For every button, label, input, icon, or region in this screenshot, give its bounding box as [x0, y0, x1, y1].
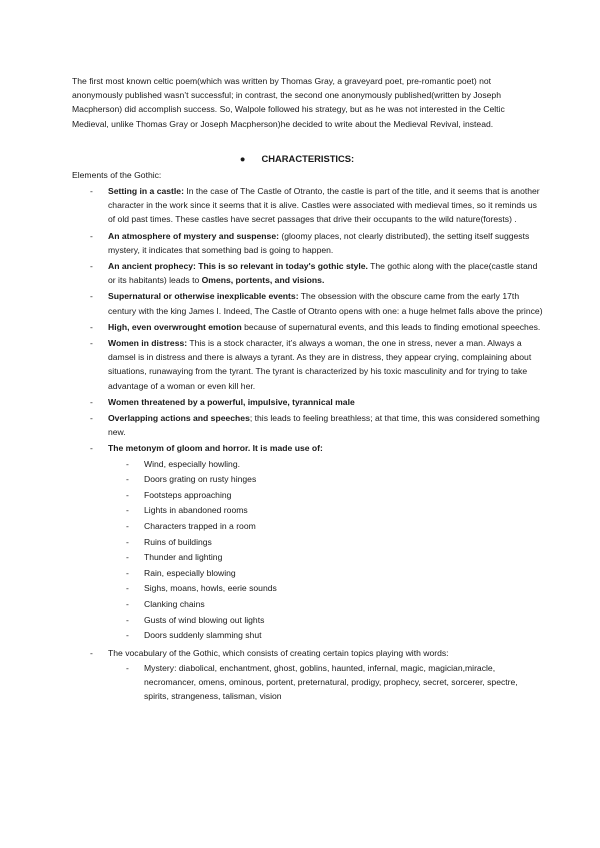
item-bold: High, even overwrought emotion — [108, 321, 242, 332]
dash-bullet: - — [126, 505, 129, 516]
item-bold: The metonym of gloom and horror. It is made use of: — [108, 443, 323, 454]
metonym-text: Clanking chains — [144, 599, 205, 609]
list-item — [108, 661, 544, 704]
metonym-text: Rain, especially blowing — [144, 567, 236, 578]
bullet-icon: ● — [239, 153, 246, 164]
metonym-text: Characters trapped in a room — [144, 521, 256, 532]
dash-bullet: - — [90, 338, 93, 349]
item-text: (gloomy places, not clearly distributed), the setting itself suggests mystery, it indicates that something bad is going to happen. — [108, 230, 530, 255]
list-item — [108, 488, 544, 504]
item-bold: An ancient prophecy: This is so relevant in today's gothic style. — [108, 261, 368, 272]
metonym-text: Ruins of buildings — [144, 536, 212, 547]
item-bold: Setting in a castle: — [108, 186, 184, 196]
dash-bullet: - — [90, 647, 93, 658]
dash-bullet: - — [126, 458, 129, 469]
dash-bullet: - — [126, 552, 129, 563]
list-item — [72, 184, 544, 227]
list-item — [72, 289, 544, 317]
metonym-text: Sighs, moans, howls, eerie sounds — [144, 583, 277, 594]
list-item — [72, 411, 544, 439]
dash-bullet: - — [126, 521, 129, 532]
dash-bullet: - — [90, 186, 93, 196]
dash-bullet: - — [126, 599, 129, 609]
dash-bullet: - — [90, 291, 93, 302]
list-item — [72, 395, 544, 409]
elements-title: Elements of the Gothic: — [72, 170, 162, 180]
vocabulary-list — [108, 661, 544, 704]
vocabulary-text: The vocabulary of the Gothic, which consists of creating certain topics playing with words: — [108, 647, 449, 658]
dash-bullet: - — [126, 489, 129, 500]
list-item — [72, 259, 544, 287]
dash-bullet: - — [90, 261, 93, 272]
list-item — [108, 581, 544, 597]
item-text: This is a stock character, it’s always a woman, the one in stress, never a man. Always a damsel is in distress and there is always a tyrant. As they are in distress, they appear crying, complaining about situations, runawaying from the tyrant. The tyrant is characterized by his toxic masculinity and for trying to take advantage of a woman or even kill her. — [108, 338, 532, 391]
list-item — [72, 441, 544, 643]
metonym-text: Doors grating on rusty hinges — [144, 474, 257, 485]
item-bold-omens: Omens, portents, and visions. — [201, 275, 325, 286]
metonym-text: Lights in abandoned rooms — [144, 505, 248, 516]
mystery-text: Mystery: diabolical, enchantment, ghost, goblins, haunted, infernal, magic, magician,miracle, necromancer, omens, ominous, portent, preternatural, prodigy, prophecy, secret, sorcerer, spectre, spirits, strangeness, talisman, vision — [144, 662, 518, 702]
list-item — [108, 550, 544, 566]
item-bold: Women threatened by a powerful, impulsive, tyrannical male — [108, 396, 355, 407]
dash-bullet: - — [90, 413, 93, 424]
metonym-text: Wind, especially howling. — [144, 458, 241, 469]
dash-bullet: - — [126, 583, 129, 594]
item-text: ; this leads to feeling breathless; at that time, this was considered something new. — [108, 413, 540, 438]
dash-bullet: - — [126, 474, 129, 485]
list-item — [108, 597, 544, 613]
item-bold: Women in distress: — [108, 338, 188, 349]
dash-bullet: - — [90, 230, 93, 241]
list-item — [72, 320, 544, 334]
list-item — [108, 472, 544, 488]
item-text: The gothic along with the place(castle stand or its habitants) leads to — [108, 261, 538, 286]
metonym-text: Thunder and lighting — [144, 552, 223, 563]
dash-bullet: - — [126, 567, 129, 578]
item-bold: Overlapping actions and speeches — [108, 413, 250, 424]
dash-bullet: - — [90, 396, 93, 407]
item-text: In the case of The Castle of Otranto, the castle is part of the title, and it seems that is another character in the work since it seems that it is alive. Castles were associated with medieval times, so it reminds us of old past times. These castles have secret passages that drive their occupants to the wild nature(forests) . — [108, 186, 540, 225]
item-text: The obsession with the obscure came from the early 17th century with the king James I. Indeed, The Castle of Otranto opens with one: a huge helmet falls above the prince) — [108, 291, 543, 316]
characteristics-heading — [0, 153, 600, 164]
list-item — [108, 613, 544, 629]
heading-title: CHARACTERISTICS: — [261, 153, 355, 164]
metonym-list — [108, 457, 544, 644]
list-item — [108, 566, 544, 582]
list-item — [108, 503, 544, 519]
dash-bullet: - — [90, 443, 93, 454]
metonym-text: Gusts of wind blowing out lights — [144, 614, 265, 625]
list-item — [108, 519, 544, 535]
dash-bullet: - — [126, 614, 129, 625]
list-item — [72, 646, 544, 704]
intro-paragraph: The first most known celtic poem(which was written by Thomas Gray, a graveyard poet, pre-romantic poet) not anonymously published wasn’t successful; in contrast, the second one anonymously published(written by Joseph Macpherson) did accomplish success. So, Walpole followed his strategy, but as he was not interested in the Celtic Medieval, unlike Thomas Gray or Joseph Macpherson)he decided to write about the Medieval Revival, instead. — [72, 76, 505, 129]
dash-bullet: - — [126, 630, 129, 641]
elements-list — [72, 184, 544, 706]
list-item — [108, 628, 544, 644]
dash-bullet: - — [126, 662, 129, 673]
dash-bullet: - — [126, 536, 129, 547]
item-text: because of supernatural events, and this leads to finding emotional speeches. — [241, 321, 541, 332]
metonym-text: Doors suddenly slamming shut — [144, 630, 262, 641]
item-bold: An atmosphere of mystery and suspense: — [108, 230, 279, 241]
list-item — [108, 535, 544, 551]
list-item — [108, 457, 544, 473]
metonym-text: Footsteps approaching — [144, 489, 232, 500]
dash-bullet: - — [90, 321, 93, 332]
list-item — [72, 336, 544, 393]
list-item — [72, 229, 544, 257]
item-bold: Supernatural or otherwise inexplicable events: — [108, 291, 299, 302]
